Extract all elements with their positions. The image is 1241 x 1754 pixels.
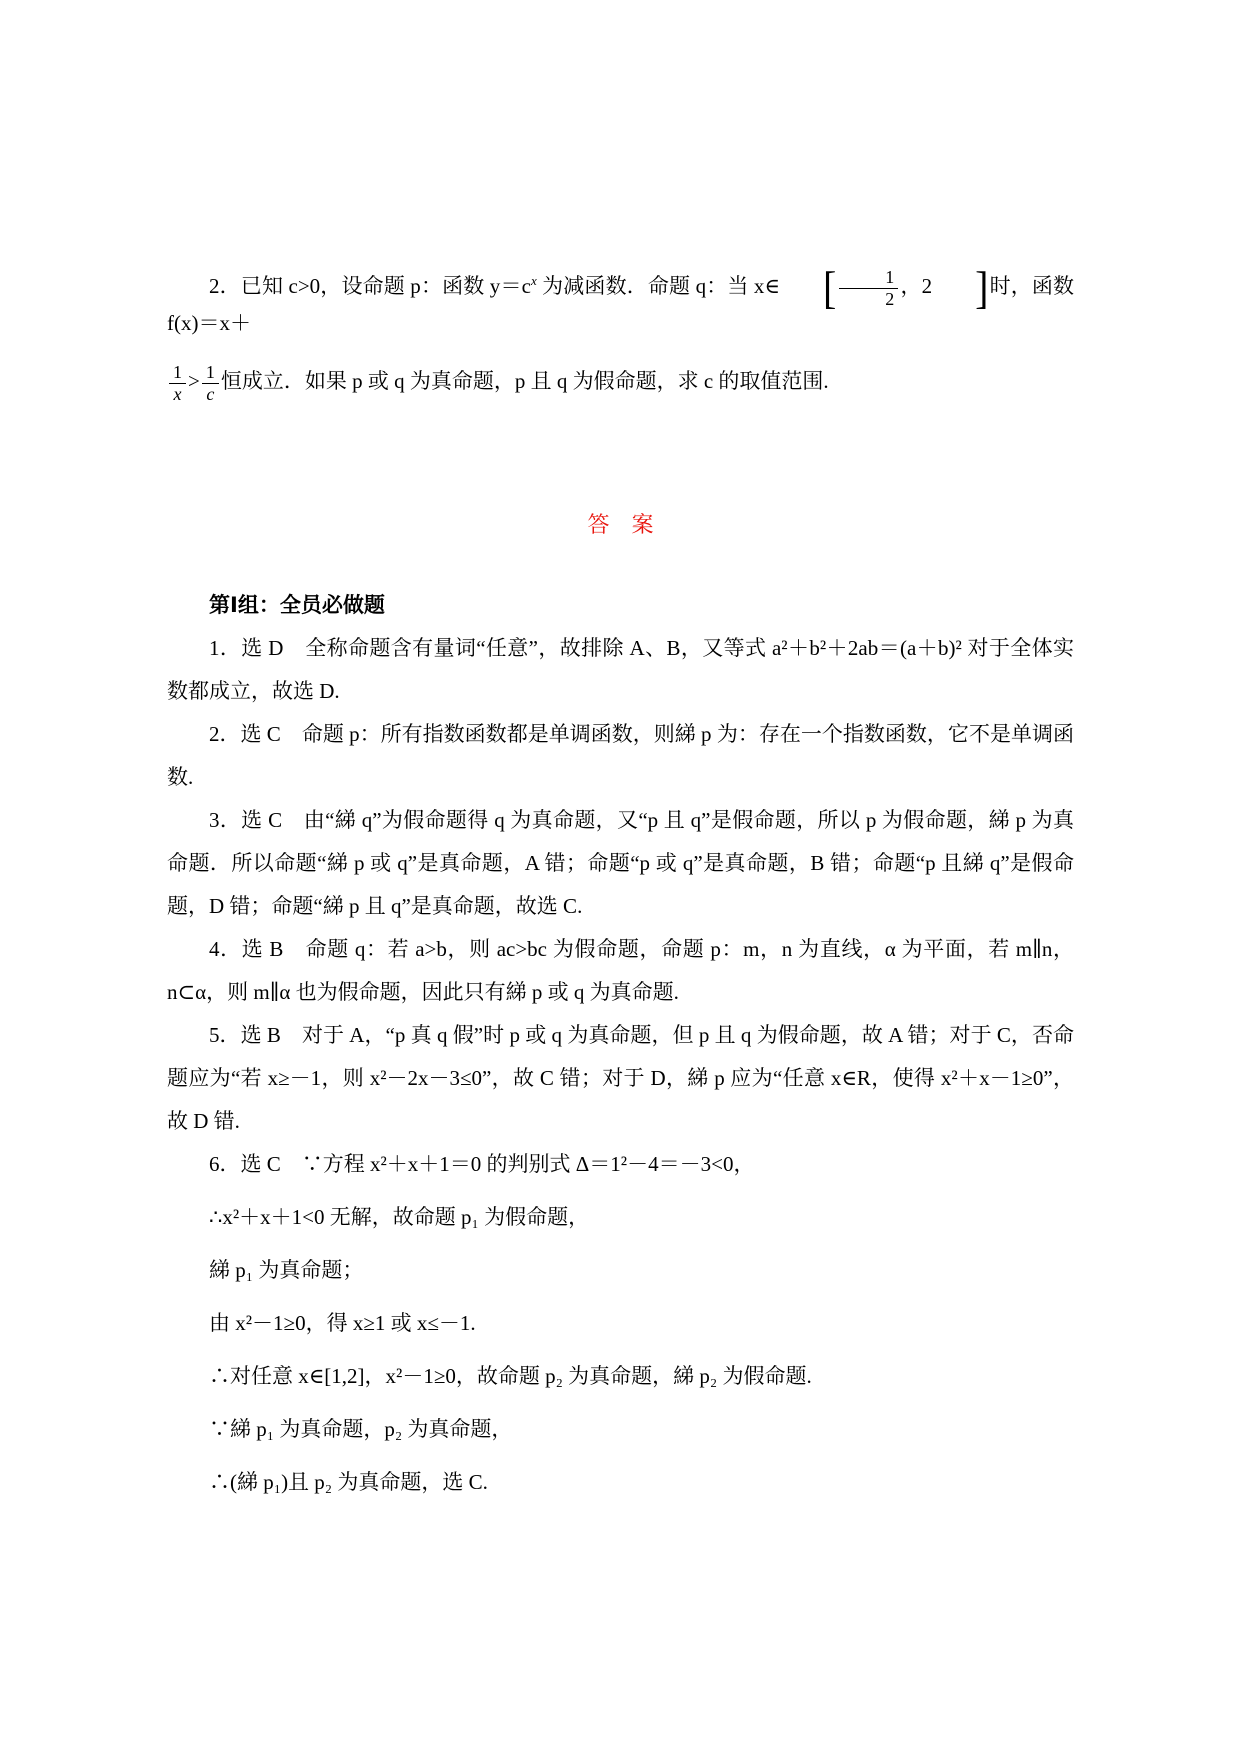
fraction-one-half-numerator: 1	[839, 268, 898, 289]
question-2-text-lead: 2．已知 c>0，设命题 p：函数 y＝c	[209, 274, 531, 299]
question-2-block	[167, 261, 1075, 405]
answer-6-line-2: ∴x²＋x＋1<0 无解，故命题 p₁ 为假命题，	[209, 1204, 590, 1229]
answers-section-title: 答 案	[587, 511, 654, 537]
answer-6-line-4: 由 x²－1≥0，得 x≥1 或 x≤－1.	[209, 1310, 476, 1335]
question-2-text-line2-rest: 恒成立．如果 p 或 q 为真命题，p 且 q 为假命题，求 c 的取值范围.	[220, 369, 829, 394]
fraction-one-over-c-numerator: 1	[202, 363, 219, 384]
question-2-text-line1-end: 时，函数 f(x)＝x＋	[167, 274, 1075, 335]
answer-1: 1．选 D 全称命题含有量词“任意”，故排除 A、B，又等式 a²＋b²＋2ab＝(a＋b)² 对于全体实数都成立，故选 D.	[167, 635, 1074, 703]
question-2-text-comma-two: ，2	[900, 274, 933, 299]
fraction-one-over-c-denominator: c	[206, 384, 215, 405]
question-2-text-after-exponent: 为减函数．命题 q：当 x∈	[536, 274, 780, 299]
answer-5: 5．选 B 对于 A，“p 真 q 假”时 p 或 q 为真命题，但 p 且 q 为假命题，故 A 错；对于 C，否命题应为“若 x≥－1，则 x²－2x－3≤0”，故 C 错；对于 D，綈 p 应为“任意 x∈R，使得 x²＋x－1≥0”，故 D 错.	[167, 1022, 1074, 1133]
fraction-one-half-denominator: 2	[885, 288, 895, 309]
question-2-line-2	[167, 363, 1074, 404]
answer-2: 2．选 C 命题 p：所有指数函数都是单调函数，则綈 p 为：存在一个指数函数，它不是单调函数.	[167, 721, 1074, 789]
fraction-one-over-x	[169, 363, 186, 404]
answer-6-line-7: ∴(綈 p₁)且 p₂ 为真命题，选 C.	[209, 1469, 488, 1494]
group-1-heading: 第Ⅰ组：全员必做题	[209, 593, 385, 617]
greater-than-sign: >	[188, 369, 200, 394]
fraction-one-over-x-denominator: x	[173, 384, 182, 405]
exponent-x: x	[530, 273, 537, 289]
fraction-one-over-c	[202, 363, 219, 404]
fraction-one-half	[839, 268, 898, 309]
fraction-one-over-x-numerator: 1	[169, 363, 186, 384]
answer-6-line-5: ∴对任意 x∈[1,2]，x²－1≥0，故命题 p₂ 为真命题，綈 p₂ 为假命题.	[209, 1363, 812, 1388]
question-2-line-1: 2．已知 c>0，设命题 p：函数 $y=c^x$ 为减函数．命题 q：当 x∈ [ $\frac{1}{2}$ ，2 ]时，函数 f(x)＝x＋	[167, 261, 1075, 335]
answer-4: 4．选 B 命题 q：若 a>b，则 ac>bc 为假命题，命题 p：m，n 为直线，α 为平面，若 m∥n，n⊂α，则 m∥α 也为假命题，因此只有綈 p 或 q 为真命题.	[167, 936, 1074, 1004]
answer-3: 3．选 C 由“綈 q”为假命题得 q 为真命题，又“p 且 q”是假命题，所以 p 为假命题，綈 p 为真命题．所以命题“綈 p 或 q”是真命题，A 错；命题“p 或 q”是真命题，B 错；命题“p 且綈 q”是假命题，D 错；命题“綈 p 且 q”是真命题，故选 C.	[167, 807, 1074, 918]
answer-6-line-1: 6．选 C ∵方程 x²＋x＋1＝0 的判别式 Δ＝1²－4＝－3<0，	[209, 1151, 755, 1176]
answer-6-line-6: ∵綈 p₁ 为真命题，p₂ 为真命题，	[209, 1416, 513, 1441]
answer-6-line-3: 綈 p₁ 为真命题；	[209, 1257, 364, 1282]
